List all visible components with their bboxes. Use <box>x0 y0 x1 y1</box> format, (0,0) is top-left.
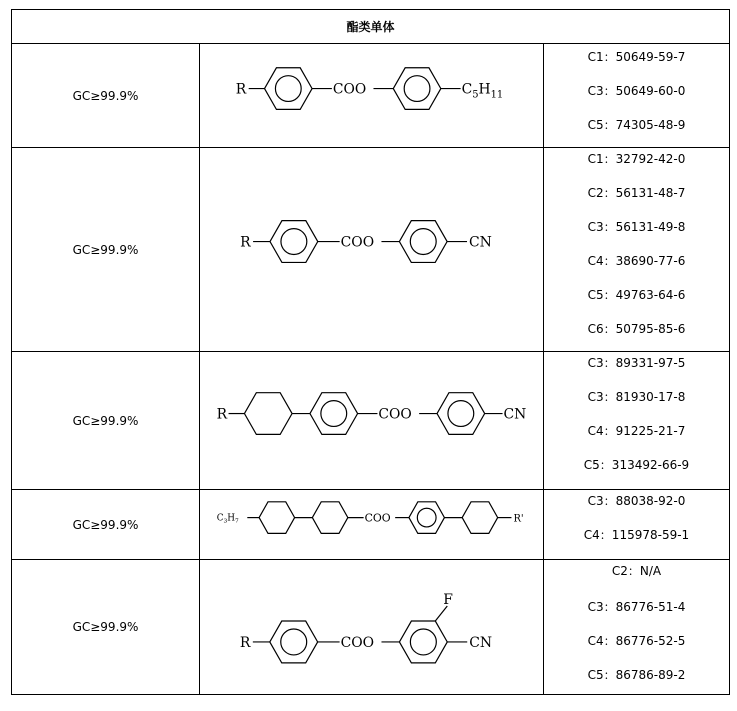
structure-cell <box>200 148 544 351</box>
cyclohexane-ring <box>259 502 294 534</box>
cas-number: C4：38690-77-6 <box>587 254 686 268</box>
benzene-ring <box>399 621 447 663</box>
aromatic-circle <box>321 401 347 427</box>
cas-cell <box>544 352 729 489</box>
benzene-ring <box>310 393 358 435</box>
aromatic-circle <box>281 629 307 655</box>
aromatic-circle <box>281 229 307 255</box>
cas-number: C3：86776-51-4 <box>587 600 686 614</box>
cas-number: C6：50795-85-6 <box>587 322 686 336</box>
structure-right-group: CN <box>469 234 492 251</box>
structure-cell <box>200 352 544 489</box>
table-row <box>12 352 729 490</box>
purity-cell: GC≥99.9% <box>12 352 200 489</box>
purity-cell: GC≥99.9% <box>12 560 200 694</box>
chemical-structure <box>200 352 543 489</box>
cas-number: C4：91225-21-7 <box>587 424 686 438</box>
aromatic-circle <box>410 629 436 655</box>
structure-cell <box>200 560 544 694</box>
chemical-structure <box>200 490 543 559</box>
cyclohexane-ring <box>312 502 347 534</box>
benzene-ring <box>265 68 313 110</box>
structure-left-group: R <box>240 234 251 251</box>
cas-cell <box>544 148 729 351</box>
structure-right-group: $C_5H_{11}$ <box>461 81 504 101</box>
cas-cell <box>544 44 729 147</box>
cas-number: C3：50649-60-0 <box>587 84 686 98</box>
cas-number: C4：86776-52-5 <box>587 634 686 648</box>
benzene-ring <box>409 502 444 534</box>
cas-number: C3：88038-92-0 <box>587 494 686 508</box>
ester-link: COO <box>378 406 412 423</box>
chemical-structure <box>200 44 543 147</box>
structure-right-group: CN <box>469 634 493 651</box>
cas-number: C5：86786-89-2 <box>587 668 686 682</box>
monomer-table <box>11 9 730 695</box>
table-row <box>12 560 729 694</box>
aromatic-circle <box>404 76 430 102</box>
structure-left-group: R <box>216 406 228 423</box>
cas-number: C1：32792-42-0 <box>587 152 686 166</box>
cas-number: C1：50649-59-7 <box>587 50 686 64</box>
cas-number: C5：49763-64-6 <box>587 288 686 302</box>
benzene-ring <box>437 393 485 435</box>
ester-link: COO <box>332 81 367 98</box>
chemical-structure <box>200 560 543 694</box>
structure-right-group: R' <box>513 513 524 525</box>
cyclohexane-ring <box>462 502 497 534</box>
cas-number: C2：N/A <box>611 564 662 578</box>
table-header: 酯类单体 <box>12 10 729 44</box>
cas-cell <box>544 560 729 694</box>
cas-cell <box>544 490 729 559</box>
fluoro-substituent: F <box>443 592 453 609</box>
table-row <box>12 148 729 352</box>
cas-number: C3：89331-97-5 <box>587 356 686 370</box>
cas-number: C2：56131-48-7 <box>587 186 686 200</box>
purity-cell: GC≥99.9% <box>12 44 200 147</box>
benzene-ring <box>399 221 447 263</box>
table-row <box>12 490 729 560</box>
structure-left-group: R <box>235 81 247 98</box>
benzene-ring <box>270 621 318 663</box>
chemical-structure <box>200 148 543 351</box>
ester-link: COO <box>340 634 375 651</box>
cyclohexane-ring <box>244 393 292 435</box>
aromatic-circle <box>410 229 436 255</box>
structure-cell <box>200 44 544 147</box>
aromatic-circle <box>275 76 301 102</box>
cas-number: C3：56131-49-8 <box>587 220 686 234</box>
structure-cell <box>200 490 544 559</box>
cas-number: C5：74305-48-9 <box>587 118 686 132</box>
cas-number: C3：81930-17-8 <box>587 390 686 404</box>
purity-cell: GC≥99.9% <box>12 490 200 559</box>
ester-link: COO <box>364 511 391 525</box>
aromatic-circle <box>417 508 436 527</box>
structure-left-group: R <box>239 634 251 651</box>
aromatic-circle <box>448 401 474 427</box>
structure-right-group: CN <box>503 406 527 423</box>
ester-link: COO <box>340 234 375 251</box>
cas-number: C4：115978-59-1 <box>583 528 690 542</box>
structure-left-group: $C_3H_7$ <box>216 513 239 525</box>
table-row <box>12 44 729 148</box>
purity-cell: GC≥99.9% <box>12 148 200 351</box>
benzene-ring <box>270 221 318 263</box>
benzene-ring <box>393 68 441 110</box>
cas-number: C5：313492-66-9 <box>583 458 690 472</box>
